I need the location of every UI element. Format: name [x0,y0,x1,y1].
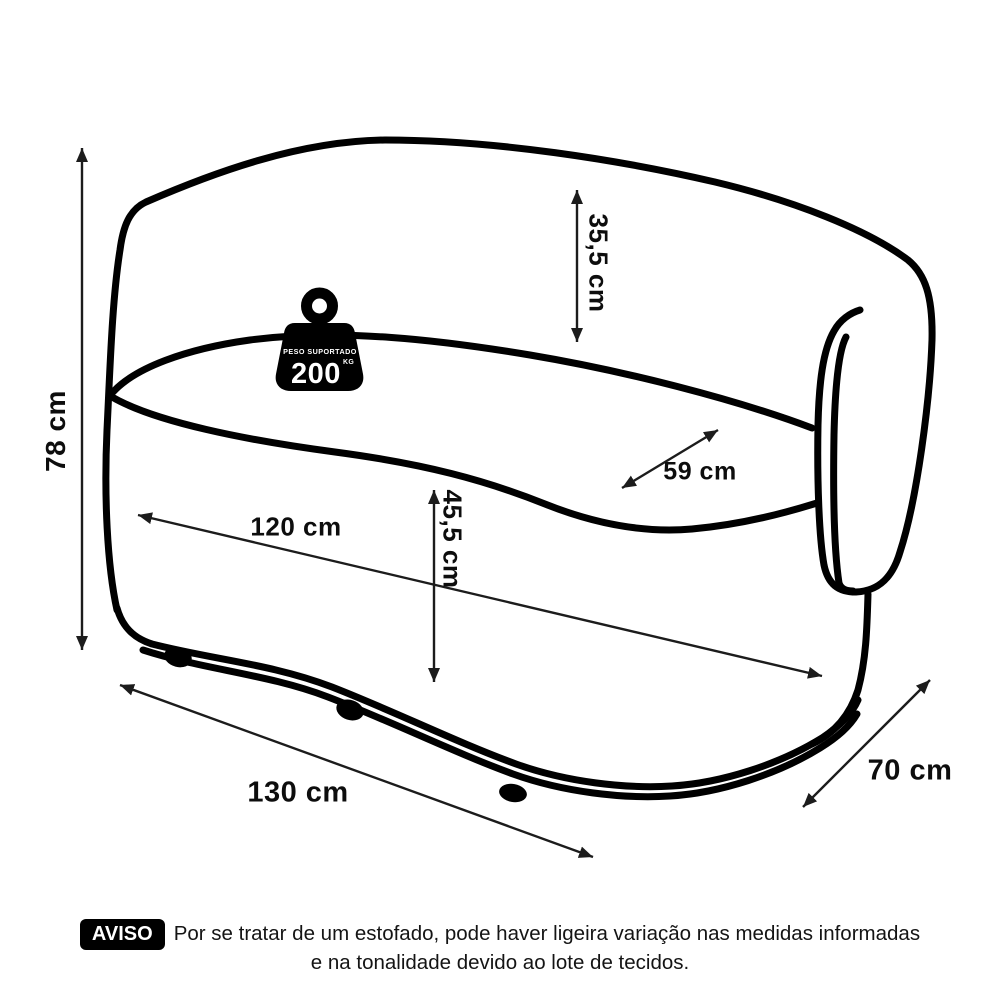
weight-capacity-badge [276,293,364,391]
seat-back-seam [113,335,812,428]
notice-line-1 [0,919,1000,950]
dimension-label-total-height: 78 cm [40,390,71,472]
dimension-label-total-width: 130 cm [247,776,349,809]
sofa-foot [498,782,529,805]
weight-badge-unit: KG [343,359,355,366]
arm-inner-seam [834,337,853,591]
notice-block [0,919,1000,977]
notice-text-line1: Por se tratar de um estofado, pode haver ligeira variação nas medidas informadas [173,922,921,946]
base-rim-top [117,608,858,787]
base-rim-bottom [143,650,857,797]
dimension-label-seat-height: 45,5 cm [437,489,468,589]
dimension-label-seat-depth: 59 cm [663,457,737,486]
kettlebell-handle-icon [307,293,333,319]
notice-text-line2: e na tonalidade devido ao lote de tecidos. [310,951,690,974]
sofa-outline [106,140,932,610]
dimension-label-total-depth: 70 cm [867,754,953,787]
dimension-label-backrest-height: 35,5 cm [583,213,614,313]
weight-badge-title: PESO SUPORTADO [283,347,357,356]
notice-badge: AVISO [80,919,165,950]
dimension-label-inner-width: 120 cm [250,511,342,542]
dimension-arrow-inner-width [138,515,822,676]
base-right-edge [812,594,868,744]
weight-badge-value: 200 [291,358,341,390]
